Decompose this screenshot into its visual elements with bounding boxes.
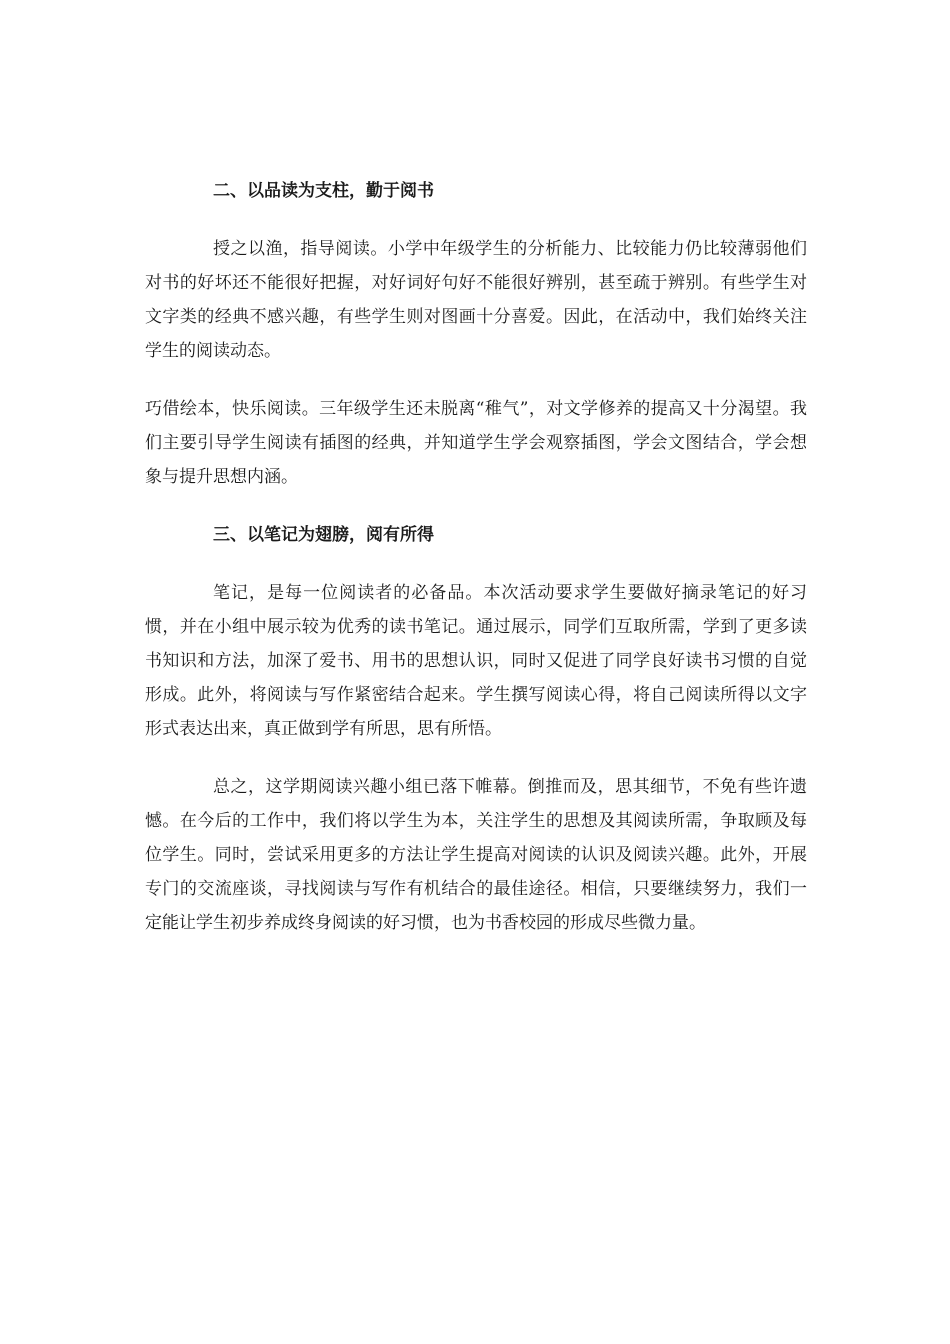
section-heading-2: 二、以品读为支柱，勤于阅书 [213,181,434,201]
paragraph-reading-guidance: 授之以渔，指导阅读。小学中年级学生的分析能力、比较能力仍比较薄弱他们对书的好坏还不能很好把握，对好词好句好不能很好辨别，甚至疏于辨别。有些学生对文字类的经典不感兴趣，有些学生则对图画十分喜爱。因此，在活动中，我们始终关注学生的阅读动态。 [145,239,807,361]
section-heading-3: 三、以笔记为翅膀，阅有所得 [213,525,434,545]
paragraph-summary: 总之，这学期阅读兴趣小组已落下帷幕。倒推而及，思其细节，不免有些许遗憾。在今后的工作中，我们将以学生为本，关注学生的思想及其阅读所需，争取顾及每位学生。同时，尝试采用更多的方法让学生提高对阅读的认识及阅读兴趣。此外，开展专门的交流座谈，寻找阅读与写作有机结合的最佳途径。相信，只要继续努力，我们一定能让学生初步养成终身阅读的好习惯，也为书香校园的形成尽些微力量。 [145,777,807,933]
paragraph-picture-books: 巧借绘本，快乐阅读。三年级学生还未脱离“稚气”，对文学修养的提高又十分渴望。我们主要引导学生阅读有插图的经典，并知道学生学会观察插图，学会文图结合，学会想象与提升思想内涵。 [145,399,807,487]
document-body [145,174,807,964]
paragraph-notes: 笔记，是每一位阅读者的必备品。本次活动要求学生要做好摘录笔记的好习惯，并在小组中展示较为优秀的读书笔记。通过展示，同学们互取所需，学到了更多读书知识和方法，加深了爱书、用书的思想认识，同时又促进了同学良好读书习惯的自觉形成。此外，将阅读与写作紧密结合起来。学生撰写阅读心得，将自己阅读所得以文字形式表达出来，真正做到学有所思，思有所悟。 [145,583,807,739]
